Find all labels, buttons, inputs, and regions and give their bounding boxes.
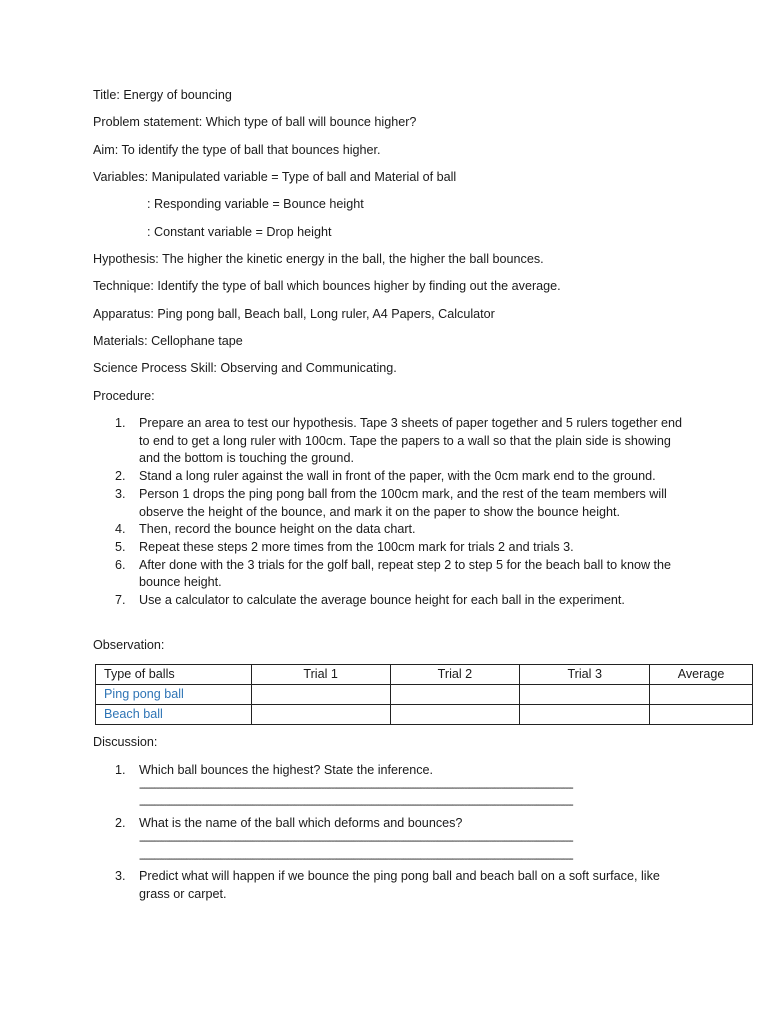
question-text: Predict what will happen if we bounce the ping pong ball and beach ball on a soft surface, like grass or carpet. [139,869,660,901]
procedure-list [93,415,683,610]
cell-average [650,705,753,725]
step-text: Prepare an area to test our hypothesis. Tape 3 sheets of paper together and 5 rulers together end to end to get a long ruler with 100cm. Tape the papers to a wall so that the plain side is showing and the bottom is touching the ground. [139,416,683,466]
question-text: What is the name of the ball which deforms and bounces? [139,816,463,831]
cell-trial-3 [520,705,650,725]
header-average: Average [650,665,753,685]
header-trial-2: Trial 2 [390,665,520,685]
table-header-row [96,665,753,685]
variables-constant: : Constant variable = Drop height [147,225,332,239]
discussion-question [93,762,683,815]
cell-trial-2 [390,705,520,725]
row-label-ping-pong-ball: Ping pong ball [96,685,252,705]
cell-trial-1 [251,705,390,725]
hypothesis: Hypothesis: The higher the kinetic energy in the ball, the higher the ball bounces. [93,252,544,266]
variables-responding: : Responding variable = Bounce height [147,197,364,211]
step-text: Stand a long ruler against the wall in front of the paper, with the 0cm mark end to the ground. [139,469,656,484]
cell-trial-3 [520,685,650,705]
cell-trial-2 [390,685,520,705]
technique: Technique: Identify the type of ball which bounces higher by finding out the average. [93,279,561,293]
header-trial-3: Trial 3 [520,665,650,685]
question-number: 3. [115,869,126,884]
step-text: Use a calculator to calculate the average bounce height for each ball in the experiment. [139,593,625,608]
procedure-step [93,592,683,610]
variables-manipulated: Variables: Manipulated variable = Type of ball and Material of ball [93,170,457,184]
procedure-step [93,486,683,521]
step-number: 7. [115,593,126,608]
step-number: 6. [115,557,126,572]
step-number: 5. [115,539,126,554]
procedure-step [93,539,683,557]
answer-line: -------------------------------------------------------------------------------------------------------------------------------------------------------------------------------- [139,781,573,794]
step-text: Person 1 drops the ping pong ball from the 100cm mark, and the rest of the team members will observe the height of the bounce, and mark it on the paper to show the bounce height. [139,486,667,519]
step-number: 1. [115,416,126,430]
step-number: 2. [115,469,126,484]
question-number: 2. [115,816,126,831]
step-number: 4. [115,522,126,537]
step-number: 3. [115,486,126,501]
procedure-step [93,557,683,592]
procedure-step [93,468,683,486]
question-text: Which ball bounces the highest? State the inference. [139,763,434,777]
apparatus: Apparatus: Ping pong ball, Beach ball, Long ruler, A4 Papers, Calculator [93,307,495,321]
question-number: 1. [115,763,126,777]
problem-statement: Problem statement: Which type of ball will bounce higher? [93,115,417,129]
discussion-question [93,815,683,868]
materials: Materials: Cellophane tape [93,334,243,348]
answer-line: -------------------------------------------------------------------------------------------------------------------------------------------------------------------------------- [139,799,573,812]
step-text: Repeat these steps 2 more times from the 100cm mark for trials 2 and trials 3. [139,539,574,554]
discussion-list [93,762,683,904]
discussion-heading: Discussion: [93,735,158,749]
science-process-skill: Science Process Skill: Observing and Communicating. [93,361,397,375]
answer-line: -------------------------------------------------------------------------------------------------------------------------------------------------------------------------------- [139,834,573,847]
step-text: Then, record the bounce height on the data chart. [139,522,416,537]
header-type-of-balls: Type of balls [96,665,252,685]
aim: Aim: To identify the type of ball that bounces higher. [93,143,381,157]
discussion-question [93,868,683,903]
observation-heading: Observation: [93,638,165,652]
procedure-step [93,521,683,539]
doc-title: Title: Energy of bouncing [93,88,232,102]
procedure-heading: Procedure: [93,389,155,403]
cell-trial-1 [251,685,390,705]
table-row [96,705,753,725]
procedure-step [93,415,683,468]
answer-line: -------------------------------------------------------------------------------------------------------------------------------------------------------------------------------- [139,852,573,865]
row-label-beach-ball: Beach ball [96,705,252,725]
observation-table [95,664,753,725]
cell-average [650,685,753,705]
header-trial-1: Trial 1 [251,665,390,685]
step-text: After done with the 3 trials for the golf ball, repeat step 2 to step 5 for the beach ball to know the bounce height. [139,557,672,590]
table-row [96,685,753,705]
